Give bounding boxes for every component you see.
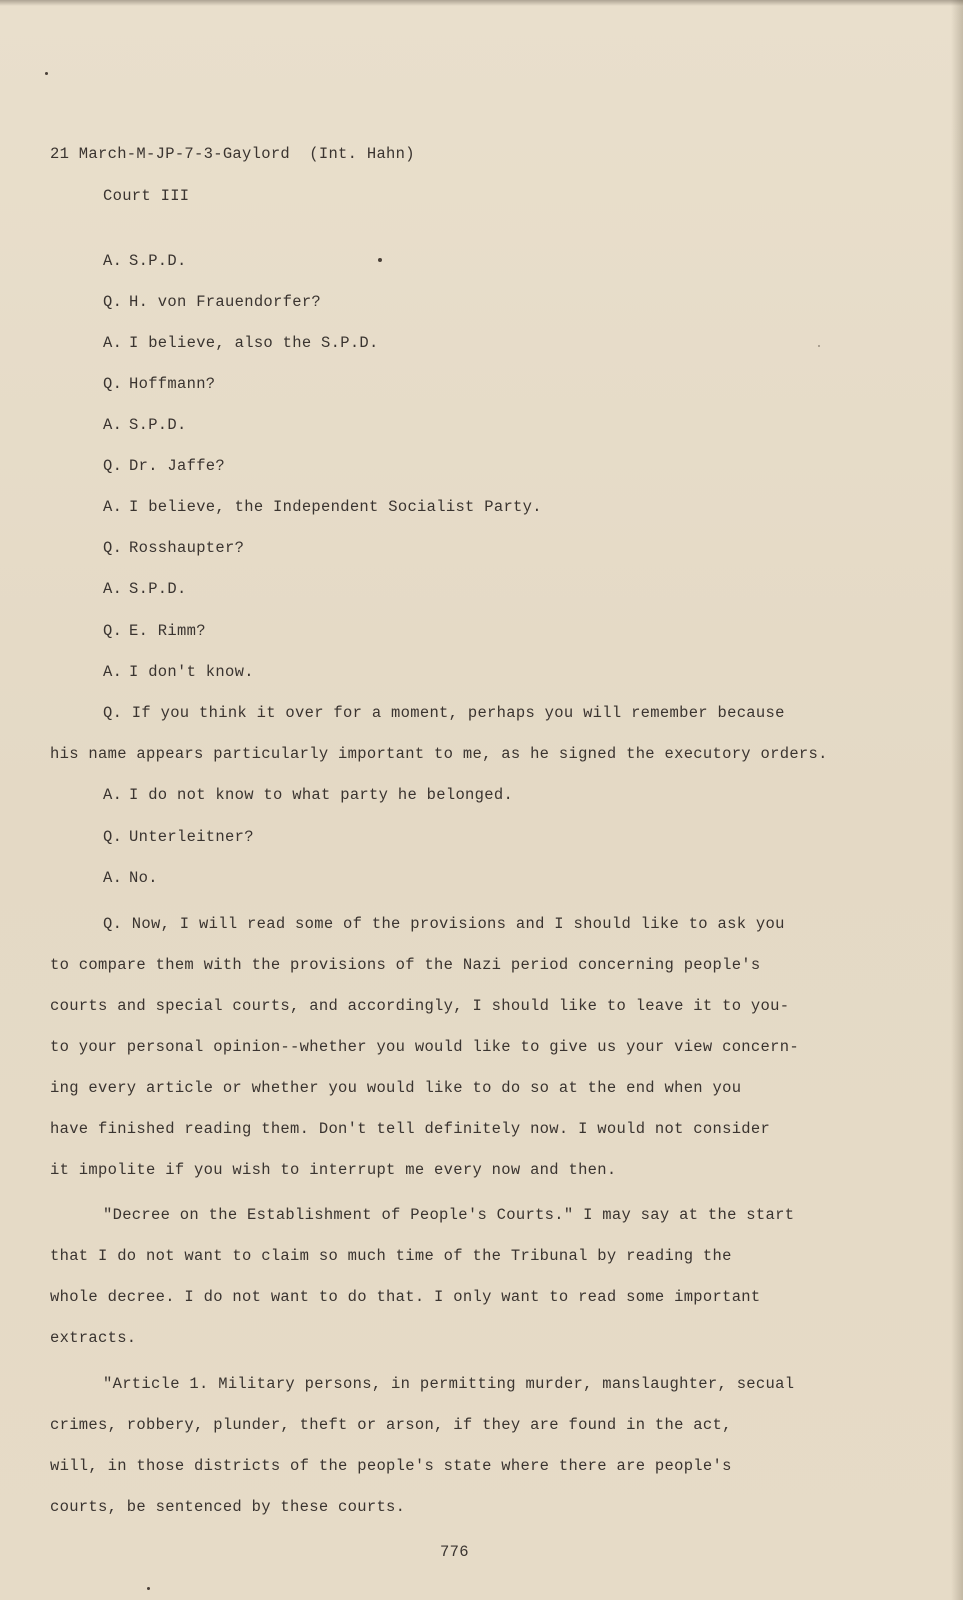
paragraph-line: ing every article or whether you would like to do so at the end when you	[50, 1079, 742, 1097]
paragraph-line: "Decree on the Establishment of People's Courts." I may say at the start	[103, 1206, 795, 1224]
paper-speck	[147, 1587, 150, 1590]
qa-tag: Q.	[103, 375, 123, 393]
qa-text: Rosshaupter?	[129, 539, 245, 557]
qa-tag: A.	[103, 498, 123, 516]
page-number: 776	[440, 1543, 469, 1561]
qa-text: E. Rimm?	[129, 622, 206, 640]
paragraph-line: will, in those districts of the people's state where there are people's	[50, 1457, 732, 1475]
paragraph-line: to your personal opinion--whether you would like to give us your view concern-	[50, 1038, 799, 1056]
header-reference	[50, 144, 415, 164]
qa-text: Hoffmann?	[129, 375, 216, 393]
interpreter-text: (Int. Hahn)	[309, 145, 415, 163]
paragraph-line: Q. If you think it over for a moment, perhaps you will remember because	[103, 704, 785, 722]
page-right-edge	[951, 0, 963, 1600]
paragraph-line: "Article 1. Military persons, in permitting murder, manslaughter, secual	[103, 1375, 795, 1393]
qa-tag: Q.	[103, 457, 123, 475]
qa-tag: Q.	[103, 622, 123, 640]
paragraph-line: Q. Now, I will read some of the provisions and I should like to ask you	[103, 915, 785, 933]
qa-text: S.P.D.	[129, 580, 187, 598]
qa-text: I believe, the Independent Socialist Party.	[129, 498, 542, 516]
paragraph-line: whole decree. I do not want to do that. I only want to read some important	[50, 1288, 761, 1306]
paragraph-line: crimes, robbery, plunder, theft or arson, if they are found in the act,	[50, 1416, 732, 1434]
paragraph-line: courts, be sentenced by these courts.	[50, 1498, 406, 1516]
qa-line	[103, 579, 187, 599]
qa-tag: A.	[103, 663, 123, 681]
paragraph-line: that I do not want to claim so much time of the Tribunal by reading the	[50, 1247, 732, 1265]
page-top-edge	[0, 0, 963, 6]
qa-text: I believe, also the S.P.D.	[129, 334, 379, 352]
qa-line	[103, 497, 542, 517]
reference-text: 21 March-M-JP-7-3-Gaylord	[50, 145, 291, 163]
paper-speck	[45, 72, 48, 75]
qa-text: No.	[129, 869, 158, 887]
qa-tag: Q.	[103, 539, 123, 557]
qa-line	[103, 621, 206, 641]
paper-speck	[818, 345, 820, 347]
qa-line	[103, 333, 379, 353]
qa-line	[103, 374, 215, 394]
qa-text: I do not know to what party he belonged.	[129, 786, 514, 804]
qa-text: H. von Frauendorfer?	[129, 293, 322, 311]
qa-text: S.P.D.	[129, 416, 187, 434]
qa-line	[103, 785, 513, 805]
qa-line	[103, 456, 225, 476]
qa-line	[103, 868, 158, 888]
paragraph-line: to compare them with the provisions of the Nazi period concerning people's	[50, 956, 761, 974]
qa-text: Dr. Jaffe?	[129, 457, 226, 475]
qa-line	[103, 415, 187, 435]
qa-tag: A.	[103, 786, 123, 804]
qa-tag: A.	[103, 869, 123, 887]
qa-tag: Q.	[103, 293, 123, 311]
court-label: Court III	[103, 187, 190, 205]
qa-text: I don't know.	[129, 663, 254, 681]
qa-line	[103, 538, 244, 558]
qa-line	[103, 662, 254, 682]
qa-line	[103, 251, 187, 271]
paragraph-line: courts and special courts, and accordingly, I should like to leave it to you-	[50, 997, 790, 1015]
qa-tag: A.	[103, 334, 123, 352]
qa-line	[103, 292, 321, 312]
qa-tag: A.	[103, 252, 123, 270]
qa-text: S.P.D.	[129, 252, 187, 270]
qa-tag: A.	[103, 580, 123, 598]
qa-tag: Q.	[103, 828, 123, 846]
paragraph-line: extracts.	[50, 1329, 137, 1347]
qa-text: Unterleitner?	[129, 828, 254, 846]
paragraph-line: have finished reading them. Don't tell definitely now. I would not consider	[50, 1120, 771, 1138]
qa-line	[103, 827, 254, 847]
paper-speck	[378, 258, 382, 262]
paragraph-line: his name appears particularly important to me, as he signed the executory orders.	[50, 745, 828, 763]
paragraph-line: it impolite if you wish to interrupt me every now and then.	[50, 1161, 617, 1179]
qa-tag: A.	[103, 416, 123, 434]
